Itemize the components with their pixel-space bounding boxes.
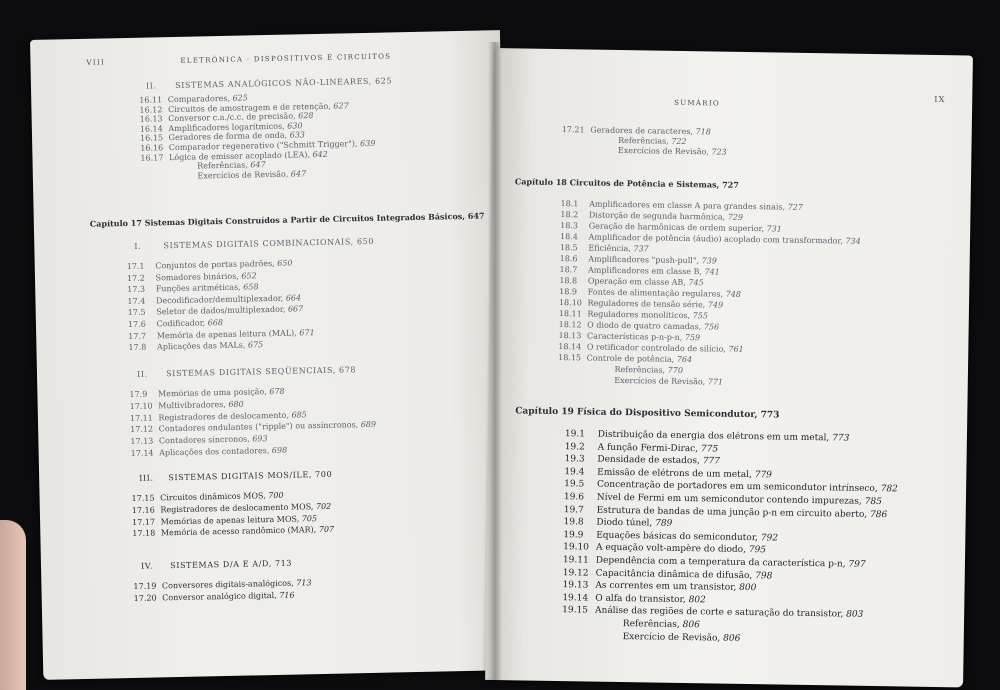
entry-title: Operação em classe AB, xyxy=(587,276,686,288)
entry-title: Controle de potência, xyxy=(586,353,675,364)
entry-number: 17.1 xyxy=(126,261,145,272)
toc-entry xyxy=(132,525,334,539)
chapter-17-heading: Capítulo 17 Sistemas Digitais Construídos a Partir de Circuitos Integrados Básicos, 647 xyxy=(89,210,485,229)
entry-page: 771 xyxy=(707,377,724,387)
entry-number: 19.9 xyxy=(563,529,584,541)
entry-title: Codificador, xyxy=(156,318,206,329)
entry-number: 17.6 xyxy=(127,319,146,330)
section-page: 678 xyxy=(338,365,357,375)
entry-title: O diodo de quatro camadas, xyxy=(587,320,702,332)
entry-title: Distribuição da energia dos elétrons em um metal, xyxy=(597,429,830,444)
toc-entry xyxy=(130,434,267,447)
entry-page: 705 xyxy=(301,513,318,524)
entry-title: Exercícios de Revisão, xyxy=(197,169,289,181)
toc-entry xyxy=(130,399,244,411)
entry-title: Registradores de deslocamento MOS, xyxy=(160,501,314,515)
toc-entry xyxy=(128,305,304,319)
entry-title: As correntes em um transistor, xyxy=(595,580,737,594)
entry-number: 17.18 xyxy=(132,528,156,539)
entry-number: 17.2 xyxy=(126,273,145,283)
entry-title: Diodo túnel, xyxy=(596,517,653,529)
left-running-head: ELETRÔNICA · DISPOSITIVOS E CIRCUITOS xyxy=(180,52,392,65)
entry-page: 647 xyxy=(250,160,266,170)
section-roman: III. xyxy=(139,473,154,483)
entry-title: Seletor de dados/multiplexador, xyxy=(156,305,286,317)
entry-number: 16.11 xyxy=(139,95,163,105)
entry-title: Conversores digitais-analógicos, xyxy=(161,578,294,591)
entry-number: 16.17 xyxy=(140,152,164,163)
toc-entry xyxy=(590,631,741,644)
entry-page: 800 xyxy=(739,583,757,594)
section-heading-top: II. SISTEMAS ANALÓGICOS NÃO-LINEARES, 625 xyxy=(145,76,393,91)
entry-number: 19.1 xyxy=(564,429,586,440)
entry-title: Geradores de forma de onda, xyxy=(168,131,288,143)
entry-number: 17.17 xyxy=(132,517,156,527)
entry-page: 777 xyxy=(702,456,720,467)
entry-title: Estrutura de bandas de uma junção p-n em circuito aberto, xyxy=(596,505,868,520)
entry-page: 642 xyxy=(312,149,328,159)
entry-page: 702 xyxy=(315,501,332,511)
entry-title: Conjuntos de portas padrões, xyxy=(155,258,275,271)
toc-entry xyxy=(586,375,723,387)
entry-number: 17.4 xyxy=(127,296,146,306)
section-roman: II. xyxy=(136,369,148,379)
toc-entry xyxy=(560,243,649,254)
left-page-number: VIII xyxy=(86,58,106,67)
entry-number: 19.4 xyxy=(564,466,585,478)
chapter-18-heading: Capítulo 18 Circuitos de Potência e Sistemas, 727 xyxy=(514,176,739,190)
entry-title: Geradores de caracteres, xyxy=(590,125,694,137)
entry-page: 647 xyxy=(290,169,307,179)
toc-entry xyxy=(565,442,719,455)
entry-number: 18.8 xyxy=(559,276,578,286)
entry-page: 737 xyxy=(633,244,649,254)
entry-page: 685 xyxy=(291,409,307,420)
entry-title: A equação volt-ampère do diodo, xyxy=(595,543,747,556)
entry-number: 18.5 xyxy=(559,243,578,253)
entry-page: 650 xyxy=(277,258,293,268)
entry-title: Reguladores monolíticos, xyxy=(587,309,691,321)
entry-page: 668 xyxy=(207,318,224,328)
entry-page: 718 xyxy=(695,127,711,137)
entry-page: 773 xyxy=(832,433,850,444)
entry-page: 698 xyxy=(271,445,288,456)
entry-page: 727 xyxy=(787,202,803,212)
entry-page: 707 xyxy=(318,525,335,535)
entry-number: 19.14 xyxy=(562,592,589,604)
entry-number: 17.9 xyxy=(129,389,148,399)
entry-number: 18.10 xyxy=(558,298,582,308)
entry-page: 729 xyxy=(727,212,744,222)
entry-number: 17.12 xyxy=(130,424,154,435)
entry-page: 734 xyxy=(845,236,861,246)
entry-number: 18.9 xyxy=(559,287,578,297)
entry-number: 19.7 xyxy=(563,504,584,516)
entry-title: Geração de harmônicas de ordem superior, xyxy=(588,221,765,234)
entry-title: Registradores de deslocamento, xyxy=(158,410,290,422)
entry-title: Capacitância dinâmica de difusão, xyxy=(595,568,753,581)
entry-number: 18.4 xyxy=(559,232,578,242)
toc-entry xyxy=(562,593,706,606)
entry-number xyxy=(169,169,195,170)
toc-entry xyxy=(127,271,257,284)
toc-entry xyxy=(128,318,223,330)
entry-title: Fontes de alimentação regulares, xyxy=(587,287,724,299)
entry-title: Exercícios de Revisão, xyxy=(614,375,706,387)
entry-title: Dependência com a temperatura da característica p-n, xyxy=(595,555,846,570)
entry-number: 18.3 xyxy=(560,221,579,231)
section-heading xyxy=(137,365,356,379)
entry-page: 664 xyxy=(285,293,302,303)
section-page: 650 xyxy=(356,236,375,247)
right-page-number: IX xyxy=(934,94,946,105)
entry-number: 19.3 xyxy=(564,454,585,465)
toc-entry xyxy=(131,446,288,459)
entry-page: 716 xyxy=(279,590,295,600)
entry-title: Análise das regiões de corte e saturação do transistor, xyxy=(594,606,844,620)
right-page xyxy=(485,48,973,687)
entry-number xyxy=(169,178,195,179)
entry-page: 675 xyxy=(247,340,264,350)
entry-number: 19.2 xyxy=(564,441,585,453)
entry-page: 764 xyxy=(676,354,693,365)
entry-page: 625 xyxy=(232,93,248,103)
entry-page: 755 xyxy=(692,311,708,321)
entry-title: Referências, xyxy=(197,160,248,171)
toc-entry xyxy=(586,364,683,376)
entry-number: 18.11 xyxy=(558,309,582,319)
toc-entry xyxy=(589,145,726,157)
entry-title: Amplificadores "push-pull", xyxy=(588,254,700,266)
entry-page: 779 xyxy=(754,469,773,481)
entry-title: Comparador regenerativo ("Schmitt Trigger"), xyxy=(168,139,358,153)
entry-title: Contadores síncronos, xyxy=(158,434,250,446)
section-roman: IV. xyxy=(140,561,154,571)
entry-page: 700 xyxy=(268,490,284,501)
entry-number: 16.13 xyxy=(139,114,163,124)
entry-page: 739 xyxy=(701,256,717,266)
entry-number: 17.5 xyxy=(127,308,146,318)
entry-number: 18.2 xyxy=(560,210,579,220)
entry-title: Reguladores de tensão série, xyxy=(587,298,706,310)
entry-number: 19.11 xyxy=(562,555,589,566)
entry-number: 17.19 xyxy=(133,581,157,591)
entry-title: Memória de apenas leitura (MAL), xyxy=(156,328,297,341)
entry-number: 19.8 xyxy=(563,517,584,528)
entry-title: Decodificador/demultiplexador, xyxy=(155,293,284,306)
toc-entry xyxy=(563,543,766,557)
section-heading xyxy=(141,559,292,571)
entry-title: Exercício de Revisão, xyxy=(622,631,721,644)
entry-title: Conversor c.a./c.c. de precisão, xyxy=(168,111,296,124)
entry-title: Eficiência, xyxy=(588,243,631,254)
entry-page: 633 xyxy=(289,130,306,140)
entry-title: Exercícios de Revisão, xyxy=(617,145,709,156)
entry-page: 770 xyxy=(667,365,684,375)
entry-page: 798 xyxy=(755,570,773,582)
entry-title: Amplificador de potência (áudio) acoplado com transformador, xyxy=(588,232,843,246)
toc-entry xyxy=(590,619,700,632)
entry-number: 16.15 xyxy=(139,133,164,144)
entry-number: 17.10 xyxy=(129,401,153,411)
entry-title: Referências, xyxy=(614,364,666,375)
entry-number: 19.12 xyxy=(562,567,589,579)
entry-title: Conversor analógico digital, xyxy=(162,590,277,603)
entry-page: 658 xyxy=(243,282,259,292)
entry-page: 723 xyxy=(711,147,727,157)
entry-page: 749 xyxy=(707,300,724,310)
entry-number: 17.11 xyxy=(129,413,153,423)
entry-title: Aplicações das MALs, xyxy=(156,340,246,352)
entry-page: 628 xyxy=(298,111,314,121)
entry-number: 16.12 xyxy=(139,104,163,115)
section-title: SISTEMAS DIGITAIS COMBINACIONAIS, xyxy=(163,237,354,251)
entry-title: Somadores binários, xyxy=(155,271,239,283)
entry-page: 802 xyxy=(688,594,706,606)
entry-number: 17.14 xyxy=(130,448,154,458)
entry-page: 789 xyxy=(655,518,673,530)
entry-page: 667 xyxy=(287,304,304,315)
toc-entry xyxy=(127,282,258,295)
entry-number: 18.13 xyxy=(558,331,582,341)
entry-title: Densidade de estados, xyxy=(597,454,700,467)
entry-title: Comparadores, xyxy=(167,93,231,105)
section-title: SISTEMAS DIGITAIS MOS/ILE, xyxy=(168,470,313,483)
entry-number: 17.13 xyxy=(130,436,154,447)
entry-title: Equações básicas do semicondutor, xyxy=(596,530,758,543)
entry-title: Distorção de segunda harmônica, xyxy=(588,210,726,222)
section-page: 700 xyxy=(315,469,333,480)
entry-page: 671 xyxy=(299,327,315,338)
entry-number: 17.15 xyxy=(131,493,155,503)
entry-page: 797 xyxy=(848,559,866,570)
toc-entry xyxy=(558,353,692,365)
entry-title: Características p-n-p-n, xyxy=(586,331,683,342)
entry-title: Multivibradores, xyxy=(158,399,226,411)
entry-number: 16.16 xyxy=(140,143,164,153)
entry-page: 785 xyxy=(864,496,882,508)
entry-number: 18.12 xyxy=(558,320,582,330)
entry-number: 17.7 xyxy=(128,331,147,341)
entry-number: 18.15 xyxy=(558,353,582,363)
entry-number: 19.15 xyxy=(562,605,589,616)
entry-number: 19.5 xyxy=(564,479,585,490)
entry-title: Amplificadores em classe A para grandes sinais, xyxy=(589,199,786,212)
entry-number: 18.14 xyxy=(558,342,582,352)
entry-title: Memórias de uma posição, xyxy=(157,387,267,399)
entry-title: Circuitos dinâmicos MOS, xyxy=(160,491,266,503)
entry-number: 18.7 xyxy=(559,265,578,275)
entry-number: 19.13 xyxy=(562,580,589,591)
section-roman: I. xyxy=(134,241,142,251)
entry-title: Amplificadores logarítmicos, xyxy=(168,121,285,133)
entry-title: Amplificadores em classe B, xyxy=(588,265,703,277)
entry-page: 806 xyxy=(682,620,700,631)
entry-page: 756 xyxy=(703,322,720,332)
entry-title: Lógica de emissor acoplado (LEA), xyxy=(168,149,311,162)
entry-page: 627 xyxy=(333,100,349,111)
toc-entry xyxy=(562,580,756,594)
entry-page: 678 xyxy=(269,386,285,397)
entry-page: 630 xyxy=(287,121,303,131)
section-heading xyxy=(139,470,332,483)
entry-page: 782 xyxy=(880,484,898,495)
entry-number: 17.8 xyxy=(128,342,147,353)
left-page xyxy=(30,30,513,680)
entry-title: Contadores ondulantes ("ripple") ou assíncronos, xyxy=(158,420,359,434)
section-page: 713 xyxy=(274,558,293,568)
entry-page: 792 xyxy=(760,533,779,544)
entry-number: 16.14 xyxy=(139,124,163,134)
toc-entry xyxy=(134,590,295,603)
section-heading xyxy=(134,237,374,251)
entry-title: Concentração de portadores em um semicondutor intrínseco, xyxy=(596,480,878,495)
entry-page: 689 xyxy=(360,420,377,430)
entry-title: Referências, xyxy=(622,619,680,630)
entry-title: Memórias de apenas leitura MOS, xyxy=(160,514,300,526)
right-running-head: SUMÁRIO xyxy=(674,98,721,108)
entry-page: 639 xyxy=(360,138,376,149)
holding-hand xyxy=(0,520,26,690)
entry-page: 786 xyxy=(869,509,888,520)
entry-title: Emissão de elétrons de um metal, xyxy=(597,467,752,480)
entry-title: Referências, xyxy=(618,135,669,146)
toc-entry xyxy=(129,387,284,400)
entry-number: 19.6 xyxy=(563,492,585,503)
entry-title: Aplicações dos contadores, xyxy=(159,446,270,458)
entry-page: 741 xyxy=(704,267,720,277)
entry-title: Funções aritméticas, xyxy=(155,282,241,294)
entry-page: 748 xyxy=(725,289,742,299)
book-gutter-shadow xyxy=(488,42,502,682)
toc-entry xyxy=(563,517,672,530)
entry-number: 18.6 xyxy=(559,254,578,264)
entry-number: 17.16 xyxy=(131,505,155,515)
entry-page: 652 xyxy=(241,270,257,281)
toc-entry xyxy=(127,259,293,272)
toc-entry xyxy=(132,491,284,504)
entry-page: 761 xyxy=(728,344,744,354)
section-title: SISTEMAS D/A E A/D, xyxy=(170,559,272,571)
chapter-19-heading: Capítulo 19 Física do Dispositivo Semicondutor, 773 xyxy=(515,406,780,421)
entry-page: 693 xyxy=(252,434,268,444)
entry-page: 775 xyxy=(700,443,719,455)
entry-number: 19.10 xyxy=(563,542,590,553)
entry-title: Memória de acesso randômico (MAR), xyxy=(160,525,317,538)
entry-page: 680 xyxy=(228,399,244,409)
entry-number: 18.1 xyxy=(560,199,579,209)
section-title: SISTEMAS DIGITAIS SEQÜENCIAIS, xyxy=(166,365,336,379)
toc-entry xyxy=(128,340,263,353)
entry-page: 731 xyxy=(766,224,782,234)
toc-entry xyxy=(564,454,720,467)
entry-title: A função Fermi-Dirac, xyxy=(597,442,699,454)
entry-page: 722 xyxy=(671,136,687,146)
entry-number: 17.21 xyxy=(561,125,585,135)
entry-title: Nível de Fermi em um semicondutor contendo impurezas, xyxy=(596,492,862,507)
entry-title: O retificador controlado de silício, xyxy=(586,342,726,354)
entry-page: 745 xyxy=(688,278,704,288)
toc-entry xyxy=(128,328,315,342)
entry-number: 17.20 xyxy=(133,593,157,603)
entry-number: 17.3 xyxy=(127,284,146,295)
entry-page: 713 xyxy=(296,578,312,588)
toc-entry xyxy=(169,169,306,182)
entry-page: 795 xyxy=(748,545,767,556)
entry-page: 806 xyxy=(723,633,741,644)
entry-title: Circuitos de amostragem e de retenção, xyxy=(167,101,331,114)
entry-page: 803 xyxy=(846,609,864,621)
entry-title: O alfa do transistor, xyxy=(595,593,686,605)
entry-page: 759 xyxy=(684,333,701,343)
